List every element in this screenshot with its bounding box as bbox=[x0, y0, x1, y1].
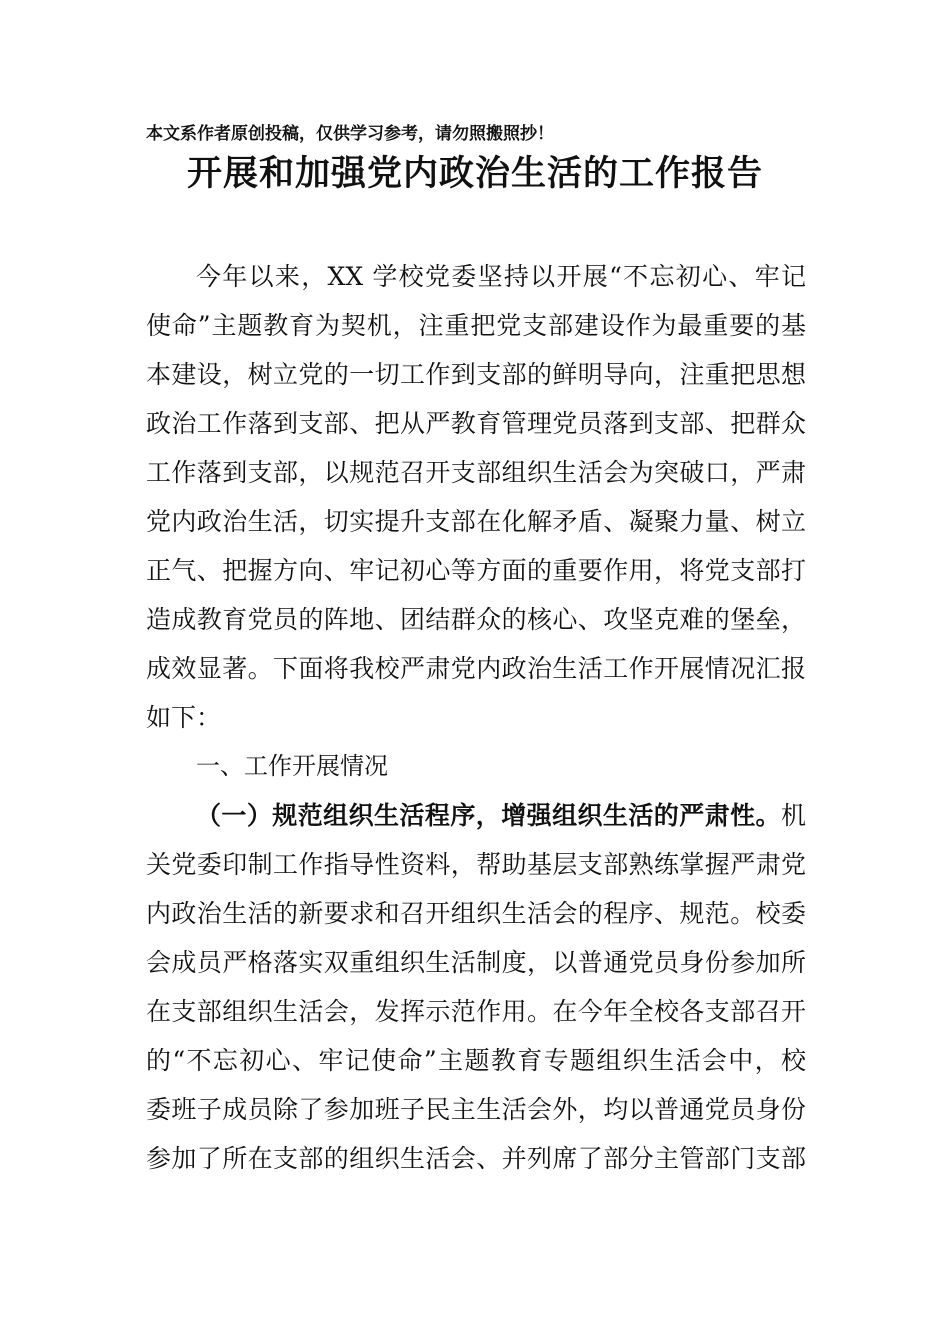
paragraph-line: 内政治生活的新要求和召开组织生活会的程序、规范。校委 bbox=[146, 899, 806, 928]
subsection-first-line bbox=[146, 791, 806, 840]
paragraph-line: 关党委印制工作指导性资料，帮助基层支部熟练掌握严肃党 bbox=[146, 850, 806, 879]
paragraph-line: 的“不忘初心、牢记使命”主题教育专题组织生活会中，校 bbox=[146, 1046, 806, 1075]
paragraph-line: 如下： bbox=[146, 703, 222, 732]
page-title: 开展和加强党内政治生活的工作报告 bbox=[186, 153, 763, 194]
copyright-notice: 本文系作者原创投稿，仅供学习参考，请勿照搬照抄！ bbox=[146, 124, 554, 144]
paragraph-line: 在支部组织生活会，发挥示范作用。在今年全校各支部召开 bbox=[146, 997, 806, 1026]
paragraph-line: 今年以来，XX 学校党委坚持以开展“不忘初心、牢记 bbox=[196, 262, 806, 291]
paragraph-line: 党内政治生活，切实提升支部在化解矛盾、凝聚力量、树立 bbox=[146, 507, 806, 536]
paragraph-line: 委班子成员除了参加班子民主生活会外，均以普通党员身份 bbox=[146, 1095, 806, 1124]
subsection-text-start: 机 bbox=[780, 801, 806, 830]
paragraph-line: 政治工作落到支部、把从严教育管理党员落到支部、把群众 bbox=[146, 409, 806, 438]
section-heading: 一、工作开展情况 bbox=[196, 752, 388, 780]
paragraph-line: 参加了所在支部的组织生活会、并列席了部分主管部门支部 bbox=[146, 1144, 806, 1173]
paragraph-line: 本建设，树立党的一切工作到支部的鲜明导向，注重把思想 bbox=[146, 360, 806, 389]
document-body bbox=[146, 252, 806, 1183]
subsection-heading: （一）规范组织生活程序，增强组织生活的严肃性。 bbox=[196, 801, 781, 830]
paragraph-line: 造成教育党员的阵地、团结群众的核心、攻坚克难的堡垒， bbox=[146, 605, 806, 634]
paragraph-line: 会成员严格落实双重组织生活制度，以普通党员身份参加所 bbox=[146, 948, 806, 977]
paragraph-line: 正气、把握方向、牢记初心等方面的重要作用，将党支部打 bbox=[146, 556, 806, 585]
paragraph-line: 工作落到支部，以规范召开支部组织生活会为突破口，严肃 bbox=[146, 458, 806, 487]
paragraph-line: 使命”主题教育为契机，注重把党支部建设作为最重要的基 bbox=[146, 311, 806, 340]
paragraph-line: 成效显著。下面将我校严肃党内政治生活工作开展情况汇报 bbox=[146, 654, 806, 683]
